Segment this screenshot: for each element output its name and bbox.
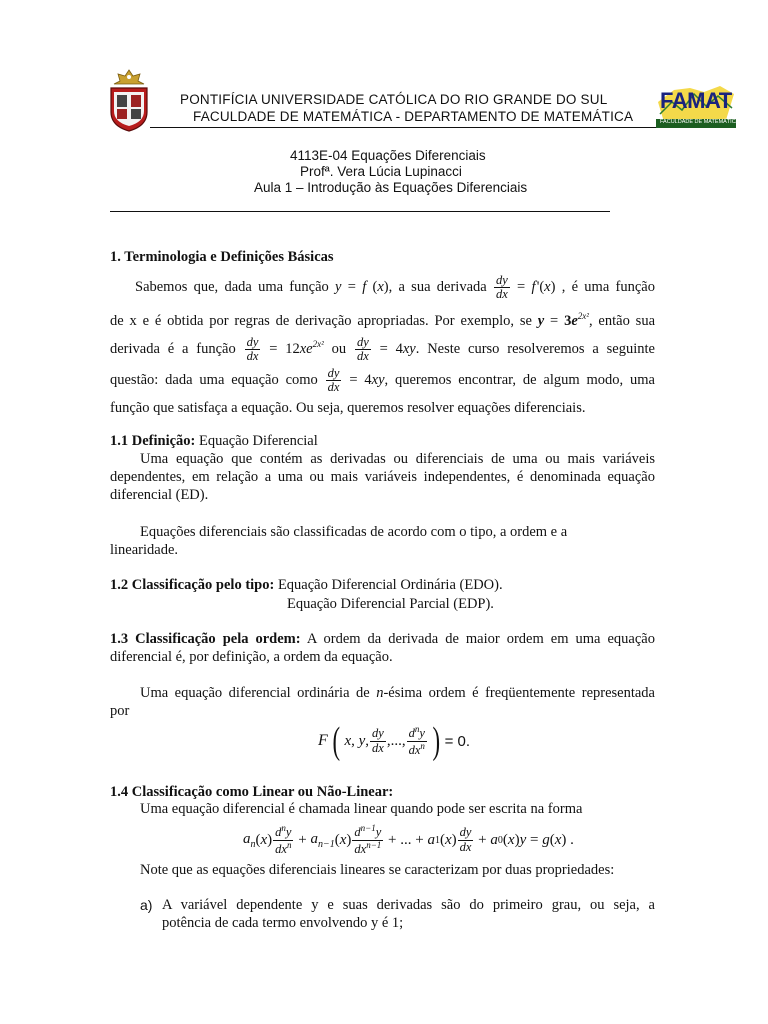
title-rule [110, 211, 610, 212]
general-ode-equation: F ( x , y , $\frac{dy}{dx}$ ,..., $\frac{d^ny}{dx^n}$ ) = 0. [318, 720, 470, 762]
paragraph-line: Uma equação diferencial ordinária de n-ésima ordem é freqüentemente representada [140, 685, 655, 701]
header-rule [150, 127, 658, 128]
paragraph-line: diferencial é, por definição, a ordem da equação. [110, 649, 393, 665]
math-fraction: $\frac{dy}{dx}$ [495, 273, 508, 302]
math-fraction: $\frac{d^{n-1}y}{dx^{n-1}}$ [354, 823, 382, 856]
classification-type-2: Equação Diferencial Parcial (EDP). [287, 596, 494, 612]
section-heading: 1. Terminologia e Definições Básicas [110, 249, 334, 265]
list-item-marker: a) [140, 897, 153, 913]
classification-type: 1.2 Classificação pelo tipo: Equação Diferencial Ordinária (EDO). [110, 577, 503, 593]
paragraph-line: diferencial (ED). [110, 487, 209, 503]
math-fraction: $\frac{dy}{dx}$ [246, 334, 259, 363]
classification-linear: 1.4 Classificação como Linear ou Não-Linear: [110, 784, 394, 800]
faculty-name: FACULDADE DE MATEMÁTICA - DEPARTAMENTO DE MATEMÁTICA [193, 109, 634, 124]
paragraph-line: de x e é obtida por regras de derivação apropriadas. Por exemplo, se $y = 3e^{2x^2}$, então sua [110, 311, 655, 329]
paragraph-line: dependentes, em relação a uma ou mais variáveis independentes, é denominada equação [110, 469, 655, 485]
list-item-line: A variável dependente y e suas derivadas são do primeiro grau, ou seja, a [162, 897, 655, 913]
course-code-title: 4113E-04 Equações Diferenciais [290, 148, 486, 163]
famat-logo-subtext: FACULDADE DE MATEMÁTICA [660, 119, 740, 125]
famat-logo [654, 84, 738, 130]
list-item-line: potência de cada termo envolvendo y é 1; [162, 915, 404, 931]
classification-order: 1.3 Classificação pela ordem: A ordem da derivada de maior ordem em uma equação [110, 631, 655, 647]
paragraph-line: por [110, 703, 130, 719]
paragraph-line: questão: dada uma equação como $\frac{dy}{dx}$ = 4xy, queremos encontrar, de algum modo, uma [110, 366, 655, 395]
famat-logo-text: FAMAT [660, 88, 732, 113]
paragraph-line: Sabemos que, dada uma função y = f (x), a sua derivada $\frac{dy}{dx}$ = f '(x) , é uma função [135, 273, 655, 302]
math-fraction: $\frac{d^ny}{dx^n}$ [408, 724, 425, 757]
paragraph-line: Uma equação que contém as derivadas ou diferenciais de uma ou mais variáveis [140, 451, 655, 467]
paragraph-line: Uma equação diferencial é chamada linear quando pode ser escrita na forma [140, 801, 583, 817]
university-name: PONTIFÍCIA UNIVERSIDADE CATÓLICA DO RIO GRANDE DO SUL [180, 92, 608, 107]
math-fraction: $\frac{dy}{dx}$ [327, 366, 340, 395]
math-fraction: $\frac{dy}{dx}$ [356, 334, 369, 363]
math-fraction: $\frac{dy}{dx}$ [459, 825, 472, 854]
paragraph-line: derivada é a função $\frac{dy}{dx}$ = $12xe^{2x^2}$ ou $\frac{dy}{dx}$ = 4xy. Neste curso resolveremos a seguinte [110, 334, 655, 363]
linear-ode-equation: $a_n$ ( x ) $\frac{d^ny}{dx^n}$ + $a_{n-1}$ ( x ) $\frac{d^{n-1}y}{dx^{n-1}}$ + ... + a 1 ( x ) $\frac{dy}{dx}$ + a 0 ( x ) y = g ( x ) . [243, 823, 574, 856]
paragraph-line: linearidade. [110, 542, 179, 558]
lesson-title: Aula 1 – Introdução às Equações Diferenciais [254, 180, 528, 195]
university-seal-logo [106, 68, 152, 132]
paragraph-line: função que satisfaça a equação. Ou seja, queremos resolver equações diferenciais. [110, 400, 586, 416]
professor-name: Profª. Vera Lúcia Lupinacci [300, 164, 462, 179]
math-fraction: $\frac{dy}{dx}$ [372, 726, 384, 755]
math-fraction: $\frac{d^ny}{dx^n}$ [275, 823, 292, 856]
definition-heading: 1.1 Definição: Equação Diferencial [110, 433, 318, 449]
paragraph-line: Note que as equações diferenciais lineares se caracterizam por duas propriedades: [140, 862, 615, 878]
paragraph-line: Equações diferenciais são classificadas de acordo com o tipo, a ordem e a [140, 524, 568, 540]
